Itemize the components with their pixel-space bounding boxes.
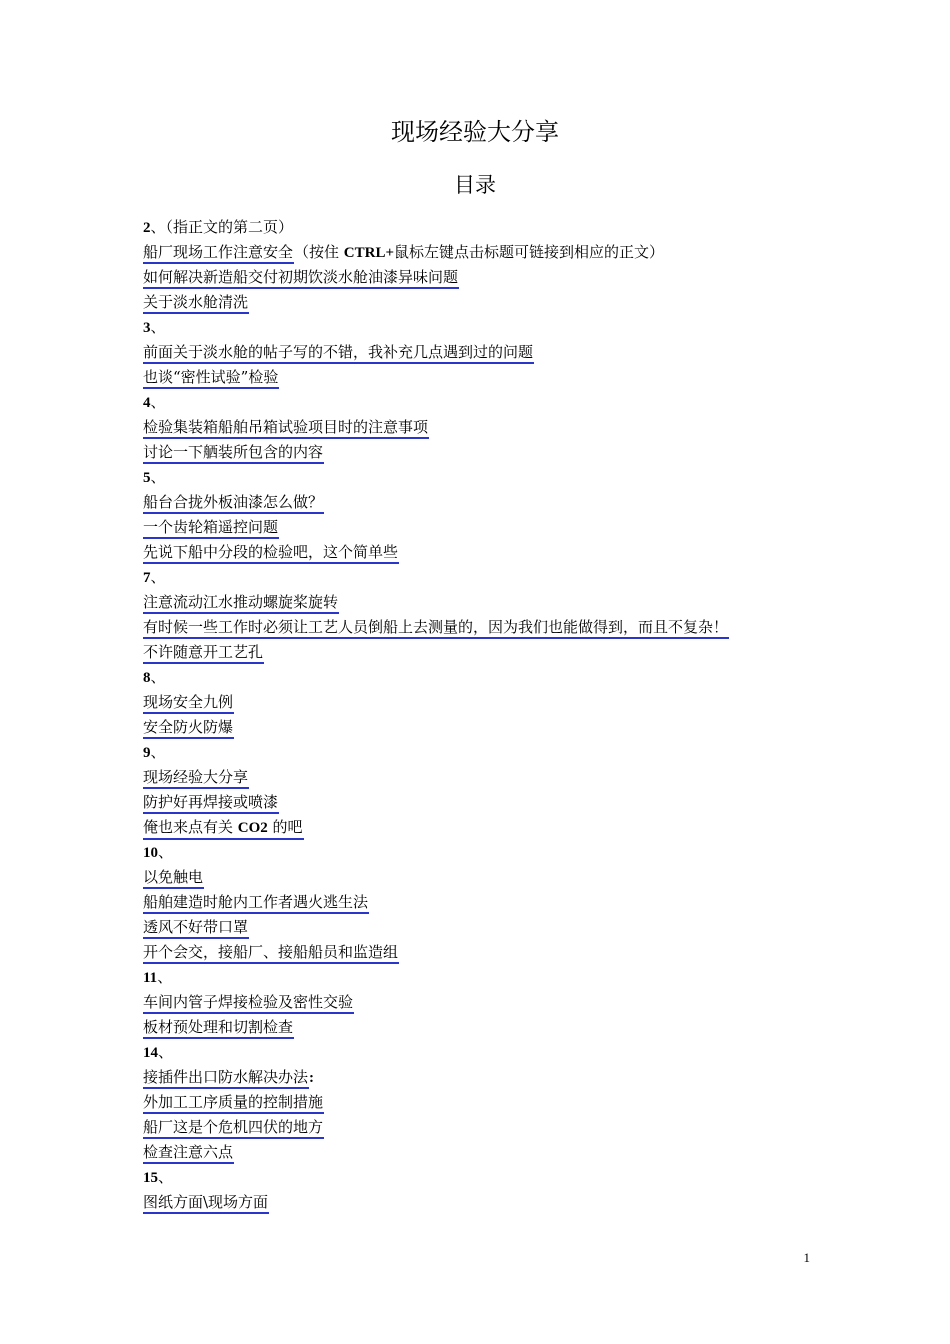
toc-entry xyxy=(143,715,823,740)
toc-entry xyxy=(143,515,823,540)
toc-entry xyxy=(143,1090,823,1115)
toc-entry xyxy=(143,1115,823,1140)
toc-link[interactable]: 不许随意开工艺孔 xyxy=(143,642,264,664)
toc-entry xyxy=(143,590,823,615)
toc-entry xyxy=(143,440,823,465)
toc-link[interactable]: 船台合拢外板油漆怎么做？ xyxy=(143,492,324,514)
toc-link[interactable]: 防护好再焊接或喷漆 xyxy=(143,792,279,814)
table-of-contents xyxy=(143,215,823,1215)
toc-page-heading: 4、 xyxy=(143,393,166,411)
toc-link[interactable]: 接插件出口防水解决办法 xyxy=(143,1067,309,1089)
toc-link[interactable]: 有时候一些工作时必须让工艺人员倒船上去测量的，因为我们也能做得到，而且不复杂！ xyxy=(143,617,729,639)
toc-entry xyxy=(143,240,823,265)
toc-page-heading: 11、 xyxy=(143,968,173,986)
toc-entry xyxy=(143,690,823,715)
toc-entry xyxy=(143,990,823,1015)
toc-entry xyxy=(143,265,823,290)
toc-link[interactable]: 关于淡水舱清洗 xyxy=(143,292,249,314)
toc-entry xyxy=(143,790,823,815)
toc-page-heading: 8、 xyxy=(143,668,166,686)
toc-page-heading: 14、 xyxy=(143,1043,174,1061)
toc-link[interactable]: 也谈“密性试验”检验 xyxy=(143,367,279,389)
toc-link[interactable]: 检查注意六点 xyxy=(143,1142,234,1164)
toc-entry xyxy=(143,1140,823,1165)
toc-entry xyxy=(143,865,823,890)
toc-link[interactable]: 一个齿轮箱遥控问题 xyxy=(143,517,279,539)
page-heading-number: 2 xyxy=(143,220,151,236)
document-title: 现场经验大分享 xyxy=(391,118,559,146)
toc-page-heading: 9、 xyxy=(143,743,166,761)
toc-link[interactable]: 开个会交，接船厂、接船船员和监造组 xyxy=(143,942,399,964)
toc-page-heading: 15、 xyxy=(143,1168,174,1186)
toc-link[interactable]: 图纸方面\现场方面 xyxy=(143,1192,269,1214)
toc-entry xyxy=(143,890,823,915)
toc-link[interactable]: 板材预处理和切割检查 xyxy=(143,1017,294,1039)
toc-link[interactable]: 前面关于淡水舱的帖子写的不错，我补充几点遇到过的问题 xyxy=(143,342,534,364)
toc-entry xyxy=(143,365,823,390)
toc-link[interactable]: 如何解决新造船交付初期饮淡水舱油漆异味问题 xyxy=(143,267,459,289)
toc-link[interactable]: 透风不好带口罩 xyxy=(143,917,249,939)
page-number: 1 xyxy=(803,1250,810,1265)
toc-link[interactable]: 安全防火防爆 xyxy=(143,717,234,739)
toc-link[interactable]: 船厂这是个危机四伏的地方 xyxy=(143,1117,324,1139)
page-heading-text: 、（指正文的第二页） xyxy=(150,218,294,236)
toc-entry xyxy=(143,290,823,315)
toc-page-heading xyxy=(143,215,823,240)
toc-page-heading: 7、 xyxy=(143,568,166,586)
toc-entry xyxy=(143,1190,823,1215)
toc-entry xyxy=(143,815,823,840)
toc-link[interactable]: 现场经验大分享 xyxy=(143,767,249,789)
toc-entry xyxy=(143,915,823,940)
toc-page-heading: 10、 xyxy=(143,843,174,861)
toc-entry xyxy=(143,765,823,790)
toc-page-heading: 5、 xyxy=(143,468,166,486)
toc-link[interactable]: 检验集装箱船舶吊箱试验项目时的注意事项 xyxy=(143,417,429,439)
toc-entry xyxy=(143,490,823,515)
toc-title: 目录 xyxy=(454,173,496,197)
toc-entry xyxy=(143,340,823,365)
toc-link[interactable]: 船舶建造时舱内工作者遇火逃生法 xyxy=(143,892,369,914)
toc-link[interactable]: 现场安全九例 xyxy=(143,692,234,714)
toc-entry xyxy=(143,640,823,665)
toc-link[interactable]: 车间内管子焊接检验及密性交验 xyxy=(143,992,354,1014)
toc-entry: 接插件出口防水解决办法: xyxy=(143,1065,823,1090)
toc-entry xyxy=(143,615,823,640)
toc-link[interactable]: 外加工工序质量的控制措施 xyxy=(143,1092,324,1114)
toc-hint: （按住 CTRL+鼠标左键点击标题可链接到相应的正文） xyxy=(294,243,665,261)
toc-link[interactable]: 讨论一下舾装所包含的内容 xyxy=(143,442,324,464)
toc-entry xyxy=(143,415,823,440)
toc-entry xyxy=(143,540,823,565)
toc-link[interactable]: 船厂现场工作注意安全 xyxy=(143,242,294,264)
toc-link[interactable]: 以免触电 xyxy=(143,867,204,889)
toc-entry xyxy=(143,1015,823,1040)
toc-entry xyxy=(143,940,823,965)
toc-page-heading: 3、 xyxy=(143,318,166,336)
toc-link[interactable]: 俺也来点有关 CO2 的吧 xyxy=(143,817,304,840)
toc-link[interactable]: 先说下船中分段的检验吧，这个简单些 xyxy=(143,542,399,564)
toc-link[interactable]: 注意流动江水推动螺旋桨旋转 xyxy=(143,592,339,614)
